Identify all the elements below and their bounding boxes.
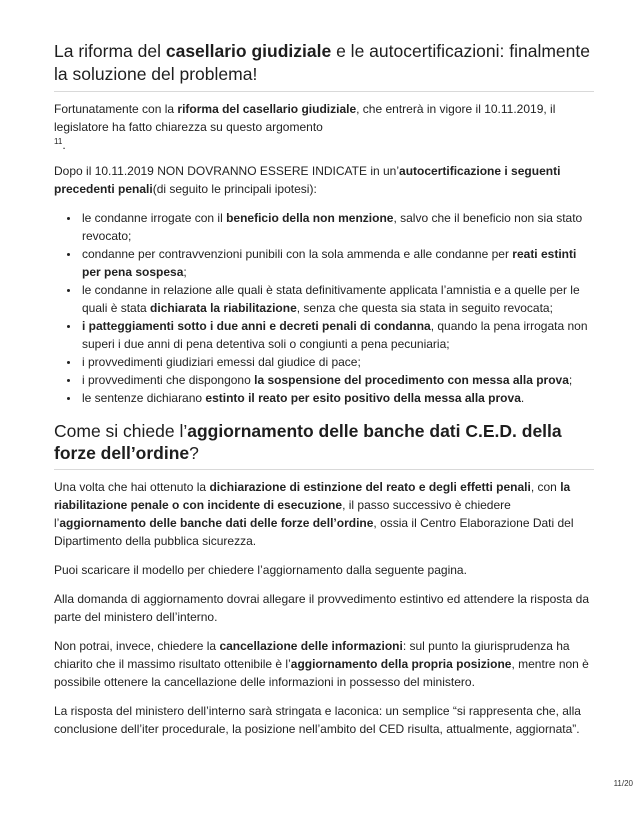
text: condanne per contravvenzioni punibili con la sola ammenda e alle condanne per xyxy=(82,247,513,261)
text: , senza che questa sia stata in seguito revocata; xyxy=(296,301,553,315)
list-item xyxy=(80,245,594,281)
paragraph-dopo xyxy=(54,162,594,198)
list-item xyxy=(80,281,594,317)
text: . xyxy=(62,138,66,152)
text: ; xyxy=(183,265,187,279)
paragraph-estinzione xyxy=(54,478,594,550)
bold-text: autocertificazione i seguenti precedenti penali xyxy=(54,164,561,196)
title-text: La riforma del xyxy=(54,41,166,61)
list-item xyxy=(80,209,594,245)
text: Fortunatamente con la xyxy=(54,102,178,116)
bold-text: cancellazione delle informazioni xyxy=(219,639,403,653)
paragraph-modello: Puoi scaricare il modello per chiedere l’aggiornamento dalla seguente pagina. xyxy=(54,563,467,577)
text: le condanne irrogate con il xyxy=(82,211,227,225)
text: , mentre non è possibile ottenere la cancellazione delle informazioni in possesso del ministero. xyxy=(54,657,589,689)
text: , ossia il Centro Elaborazione Dati del Dipartimento della pubblica sicurezza. xyxy=(54,516,574,548)
footnote-ref: 11 xyxy=(54,137,63,146)
bold-text: la sospensione del procedimento con messa alla prova xyxy=(254,373,569,387)
title-text: Come si chiede l’ xyxy=(54,421,188,441)
text: , che entrerà in vigore il 10.11.2019, il legislatore ha fatto chiarezza su questo argomento xyxy=(54,102,556,134)
bold-text: riforma del casellario giudiziale xyxy=(177,102,357,116)
text: . xyxy=(520,391,525,405)
bold-text: beneficio della non menzione xyxy=(226,211,394,225)
bold-text: dichiarazione di estinzione del reato e degli effetti penali xyxy=(209,480,531,494)
paragraph-riforma xyxy=(54,100,594,154)
list-item xyxy=(80,389,594,407)
bold-text: estinto il reato per esito positivo della messa alla prova xyxy=(205,391,521,405)
paragraph-allegare: Alla domanda di aggiornamento dovrai allegare il provvedimento estintivo ed attendere la risposta da parte del ministero dell’interno. xyxy=(54,592,589,624)
section-title-casellario xyxy=(54,40,594,86)
list-item xyxy=(80,371,594,389)
title-divider xyxy=(54,469,594,470)
text: Dopo il 10.11.2019 NON DOVRANNO ESSERE INDICATE in un’ xyxy=(54,164,400,178)
section-title-aggiornamento xyxy=(54,420,594,464)
title-text: ? xyxy=(189,443,199,463)
text: Una volta che hai ottenuto la xyxy=(54,480,210,494)
list-item xyxy=(80,353,594,371)
title-bold: aggiornamento delle banche dati C.E.D. della forze dell’ordine xyxy=(54,421,562,463)
precedenti-list xyxy=(54,209,594,407)
text: i provvedimenti giudiziari emessi dal giudice di pace; xyxy=(82,355,361,369)
title-text: e le autocertificazioni: finalmente la soluzione del problema! xyxy=(54,41,590,84)
title-bold: casellario giudiziale xyxy=(165,41,332,61)
document-page xyxy=(54,40,594,738)
list-item xyxy=(80,317,594,353)
text: le sentenze dichiarano xyxy=(82,391,206,405)
bold-text: la riabilitazione penale o con incidente di esecuzione xyxy=(54,480,571,512)
text: : sul punto la giurisprudenza ha chiarito che il massimo risultato ottenibile è l’ xyxy=(54,639,570,671)
bold-text: aggiornamento della propria posizione xyxy=(290,657,512,671)
bold-text: i patteggiamenti sotto i due anni e decreti penali di condanna xyxy=(82,319,431,333)
paragraph-cancellazione xyxy=(54,637,594,691)
text: , il passo successivo è chiedere l’ xyxy=(54,498,511,530)
title-divider xyxy=(54,91,594,92)
bold-text: aggiornamento delle banche dati delle forze dell’ordine xyxy=(59,516,374,530)
page-number: 11/20 xyxy=(613,779,633,788)
text: i provvedimenti che dispongono xyxy=(82,373,255,387)
text: Non potrai, invece, chiedere la xyxy=(54,639,220,653)
text: , con xyxy=(530,480,561,494)
text: le condanne in relazione alle quali è stata definitivamente applicata l’amnistia e a quelle per le quali è stata xyxy=(82,283,580,315)
bold-text: dichiarata la riabilitazione xyxy=(150,301,297,315)
text: ; xyxy=(568,373,573,387)
text: , salvo che il beneficio non sia stato revocato; xyxy=(82,211,583,243)
paragraph-risposta: La risposta del ministero dell’interno sarà stringata e laconica: un semplice “si rappresenta che, alla conclusione dell’iter procedurale, la posizione nell’ambito del CED risulta, attualmente, aggiornata”. xyxy=(54,704,581,736)
text: (di seguito le principali ipotesi): xyxy=(152,182,317,196)
text: , quando la pena irrogata non superi i due anni di pena detentiva soli o congiunti a pena pecuniaria; xyxy=(82,319,588,351)
bold-text: reati estinti per pena sospesa xyxy=(82,247,577,279)
